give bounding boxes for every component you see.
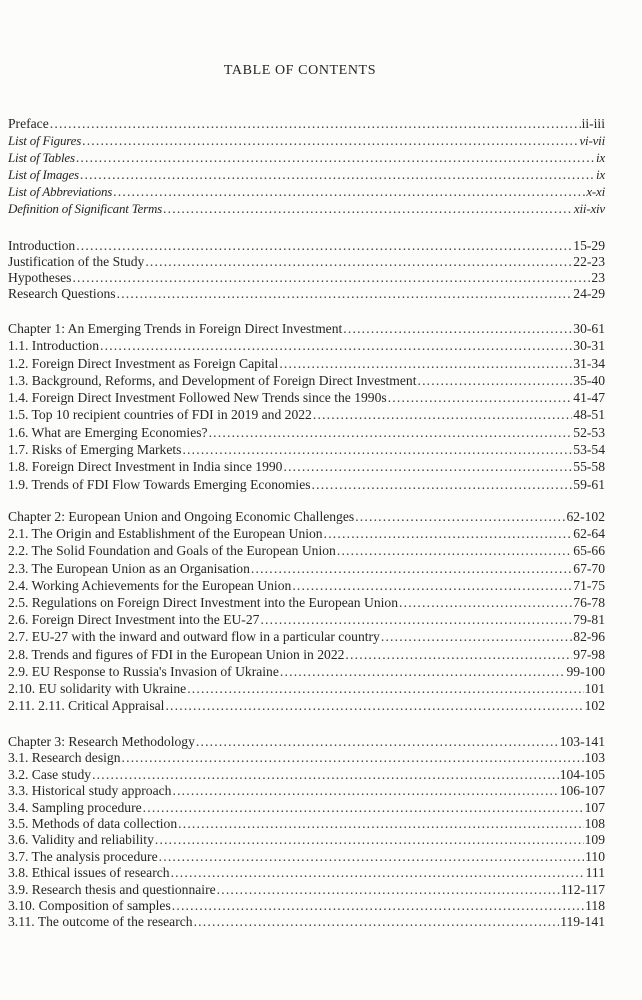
dot-leader — [217, 882, 560, 898]
toc-entry — [8, 914, 605, 930]
toc-entry — [8, 647, 605, 664]
toc-section-chapter-3 — [8, 734, 605, 931]
toc-entry-page: 52-53 — [573, 424, 605, 440]
toc-entry-page: 112-117 — [560, 881, 605, 897]
toc-entry-title: 3.10. Composition of samples — [8, 897, 171, 913]
dot-leader — [143, 800, 584, 816]
toc-entry-title: 2.6. Foreign Direct Investment into the EU-27 — [8, 612, 260, 628]
toc-entry-title: 2.9. EU Response to Russia's Invasion of Ukraine — [8, 663, 279, 679]
dot-leader — [50, 116, 581, 132]
dot-leader — [260, 612, 572, 628]
dot-leader — [182, 442, 572, 458]
dot-leader — [76, 150, 595, 166]
toc-entry — [8, 800, 605, 816]
dot-leader — [194, 914, 560, 930]
toc-entry-title: Justification of the Study — [8, 254, 145, 269]
toc-entry-page: 82-96 — [573, 629, 605, 645]
toc-entry-page: 22-23 — [573, 254, 605, 269]
toc-entry-page: 23 — [591, 270, 605, 285]
toc-entry-page: 55-58 — [573, 459, 605, 475]
toc-entry-page: 79-81 — [573, 612, 605, 628]
dot-leader — [178, 816, 583, 832]
toc-entry-title: 2.10. EU solidarity with Ukraine — [8, 680, 187, 696]
toc-entry-title: List of Tables — [8, 150, 75, 165]
toc-entry-title: 2.2. The Solid Foundation and Goals of the European Union — [8, 543, 336, 559]
toc-entry-page: vi-vii — [579, 133, 605, 148]
dot-leader — [337, 543, 572, 559]
dot-leader — [155, 832, 584, 848]
toc-entry-page: 108 — [584, 815, 605, 831]
toc-entry — [8, 612, 605, 629]
toc-entry-page: 48-51 — [573, 407, 605, 423]
toc-entry — [8, 238, 605, 254]
toc-entry — [8, 681, 605, 698]
toc-entry-page: 106-107 — [559, 783, 605, 799]
dot-leader — [283, 459, 572, 475]
toc-entry-title: 1.1. Introduction — [8, 338, 99, 354]
toc-entry — [8, 734, 605, 750]
dot-leader — [163, 201, 573, 217]
toc-entry — [8, 150, 605, 167]
toc-entry-page: 103-141 — [559, 734, 605, 749]
dot-leader — [279, 356, 572, 372]
toc-entry-page: 107 — [584, 799, 605, 815]
toc-entry-title: 3.7. The analysis procedure — [8, 848, 158, 864]
toc-entry-page: 97-98 — [573, 646, 605, 662]
toc-entry-page: 35-40 — [573, 372, 605, 388]
toc-entry — [8, 425, 605, 442]
toc-entry-page: 109 — [584, 832, 605, 848]
toc-entry-title: Hypotheses — [8, 270, 72, 285]
toc-entry-page: 71-75 — [573, 577, 605, 593]
toc-entry-page: 101 — [584, 680, 605, 696]
toc-entry — [8, 664, 605, 681]
toc-entry — [8, 254, 605, 270]
toc-entry — [8, 390, 605, 407]
toc-entry — [8, 338, 605, 355]
toc-entry — [8, 373, 605, 390]
page-title: TABLE OF CONTENTS — [223, 63, 377, 78]
dot-leader — [92, 767, 559, 783]
toc-entry-title: List of Figures — [8, 133, 82, 148]
toc-entry — [8, 767, 605, 783]
toc-entry — [8, 286, 605, 302]
toc-entry — [8, 184, 605, 201]
toc-entry-title: List of Images — [8, 167, 79, 182]
toc-entry-title: 3.9. Research thesis and questionnaire — [8, 881, 216, 897]
toc-entry-title: 1.7. Risks of Emerging Markets — [8, 442, 182, 458]
toc-entry-page: 119-141 — [560, 914, 605, 930]
toc-entry-title: Chapter 2: European Union and Ongoing Economic Challenges — [8, 509, 355, 524]
toc-entry — [8, 543, 605, 560]
toc-entry-page: 30-61 — [573, 321, 605, 336]
dot-leader — [113, 184, 585, 200]
toc-entry — [8, 561, 605, 578]
dot-leader — [343, 321, 572, 337]
dot-leader — [122, 750, 584, 766]
toc-entry — [8, 629, 605, 646]
toc-section-chapter-2 — [8, 509, 605, 715]
toc-entry — [8, 595, 605, 612]
dot-leader — [117, 286, 573, 302]
toc-entry — [8, 133, 605, 150]
toc-entry-title: 3.3. Historical study approach — [8, 783, 172, 799]
dot-leader — [72, 270, 590, 286]
dot-leader — [187, 681, 583, 697]
toc-entry-page: 103 — [584, 750, 605, 766]
toc-entry-page: 118 — [585, 897, 605, 913]
dot-leader — [417, 373, 572, 389]
toc-entry-title: 1.5. Top 10 recipient countries of FDI in 2019 and 2022 — [8, 407, 312, 423]
toc-entry-page: 24-29 — [573, 286, 605, 301]
toc-entry-title: 1.3. Background, Reforms, and Development of Foreign Direct Investment — [8, 372, 417, 388]
toc-entry — [8, 832, 605, 848]
toc-entry-title: 2.5. Regulations on Foreign Direct Investment into the European Union — [8, 594, 398, 610]
toc-entry-title: 3.8. Ethical issues of research — [8, 865, 170, 881]
toc-entry — [8, 898, 605, 914]
toc-entry — [8, 201, 605, 218]
toc-entry — [8, 865, 605, 881]
toc-entry-title: 3.6. Validity and reliability — [8, 832, 154, 848]
toc-entry-page: ix — [596, 150, 605, 165]
toc-entry — [8, 459, 605, 476]
dot-leader — [251, 561, 572, 577]
toc-entry-page: 76-78 — [573, 594, 605, 610]
toc-entry — [8, 321, 605, 338]
toc-entry-page: x-xi — [586, 184, 605, 199]
toc-entry-page: 31-34 — [573, 355, 605, 371]
dot-leader — [381, 629, 572, 645]
toc-entry-page: 99-100 — [566, 663, 605, 679]
toc-entry-title: 1.2. Foreign Direct Investment as Foreign Capital — [8, 355, 279, 371]
toc-entry — [8, 356, 605, 373]
toc-entry-title: 3.5. Methods of data collection — [8, 815, 178, 831]
dot-leader — [196, 734, 559, 750]
toc-entry-page: 30-31 — [573, 338, 605, 354]
dot-leader — [145, 254, 572, 270]
toc-entry — [8, 116, 605, 133]
toc-entry-title: Introduction — [8, 238, 76, 253]
dot-leader — [313, 407, 572, 423]
dot-leader — [165, 698, 583, 714]
dot-leader — [100, 338, 572, 354]
toc-entry-page: 110 — [585, 848, 605, 864]
dot-leader — [171, 865, 585, 881]
toc-entry-title: 3.11. The outcome of the research — [8, 914, 193, 930]
toc-entry-title: 2.11. 2.11. Critical Appraisal — [8, 698, 165, 714]
toc-entry-page: 53-54 — [573, 442, 605, 458]
toc-entry-page: 67-70 — [573, 560, 605, 576]
toc-entry-page: 41-47 — [573, 390, 605, 406]
toc-entry-page: 62-64 — [573, 526, 605, 542]
toc-entry-title: Definition of Significant Terms — [8, 201, 163, 216]
dot-leader — [292, 578, 572, 594]
toc-entry-title: 2.1. The Origin and Establishment of the European Union — [8, 526, 323, 542]
toc-entry-title: 2.3. The European Union as an Organisation — [8, 560, 250, 576]
dot-leader — [324, 526, 573, 542]
toc-entry — [8, 816, 605, 832]
toc-entry — [8, 526, 605, 543]
toc-section-introduction — [8, 238, 605, 302]
dot-leader — [76, 238, 572, 254]
toc-entry-title: Preface — [8, 116, 49, 131]
toc-entry — [8, 882, 605, 898]
toc-entry-page: ix — [596, 167, 605, 182]
toc-entry — [8, 270, 605, 286]
toc-entry-title: 3.1. Research design — [8, 750, 121, 766]
dot-leader — [159, 849, 584, 865]
toc-entry — [8, 849, 605, 865]
toc-entry-title: 3.2. Case study — [8, 766, 92, 782]
dot-leader — [209, 425, 573, 441]
toc-entry-title: Chapter 3: Research Methodology — [8, 734, 195, 749]
toc-entry-title: 3.4. Sampling procedure — [8, 799, 142, 815]
toc-entry — [8, 750, 605, 766]
toc-entry-title: 1.8. Foreign Direct Investment in India since 1990 — [8, 459, 283, 475]
toc-entry-page: 102 — [584, 698, 605, 714]
toc-entry-title: Research Questions — [8, 286, 116, 301]
dot-leader — [82, 133, 578, 149]
toc-entry — [8, 167, 605, 184]
toc-entry — [8, 477, 605, 494]
toc-entry-page: 65-66 — [573, 543, 605, 559]
toc-entry — [8, 442, 605, 459]
toc-entry-page: 111 — [585, 865, 605, 881]
toc-section-chapter-1 — [8, 321, 605, 494]
dot-leader — [355, 509, 565, 525]
dot-leader — [388, 390, 573, 406]
toc-entry-page: 62-102 — [566, 509, 605, 524]
toc-entry — [8, 698, 605, 715]
toc-entry-title: 2.7. EU-27 with the inward and outward flow in a particular country — [8, 629, 380, 645]
toc-entry-page: 15-29 — [573, 238, 605, 253]
dot-leader — [312, 477, 573, 493]
toc-entry-title: List of Abbreviations — [8, 184, 113, 199]
toc-entry-title: 1.6. What are Emerging Economies? — [8, 424, 208, 440]
toc-entry-title: 2.8. Trends and figures of FDI in the European Union in 2022 — [8, 646, 345, 662]
toc-entry-title: Chapter 1: An Emerging Trends in Foreign Direct Investment — [8, 321, 343, 336]
toc-entry — [8, 407, 605, 424]
dot-leader — [345, 647, 572, 663]
dot-leader — [172, 783, 558, 799]
toc-entry — [8, 578, 605, 595]
toc-entry-page: xii-xiv — [573, 201, 605, 216]
toc-entry — [8, 783, 605, 799]
dot-leader — [280, 664, 566, 680]
dot-leader — [80, 167, 595, 183]
toc-section-front-matter — [8, 116, 605, 218]
toc-entry-title: 1.9. Trends of FDI Flow Towards Emerging Economies — [8, 476, 311, 492]
dot-leader — [172, 898, 584, 914]
toc-entry-title: 2.4. Working Achievements for the European Union — [8, 577, 292, 593]
dot-leader — [399, 595, 572, 611]
toc-entry — [8, 509, 605, 526]
toc-entry-page: ii-iii — [581, 116, 605, 131]
toc-entry-page: 104-105 — [559, 766, 605, 782]
toc-entry-title: 1.4. Foreign Direct Investment Followed New Trends since the 1990s — [8, 390, 387, 406]
toc-entry-page: 59-61 — [573, 476, 605, 492]
